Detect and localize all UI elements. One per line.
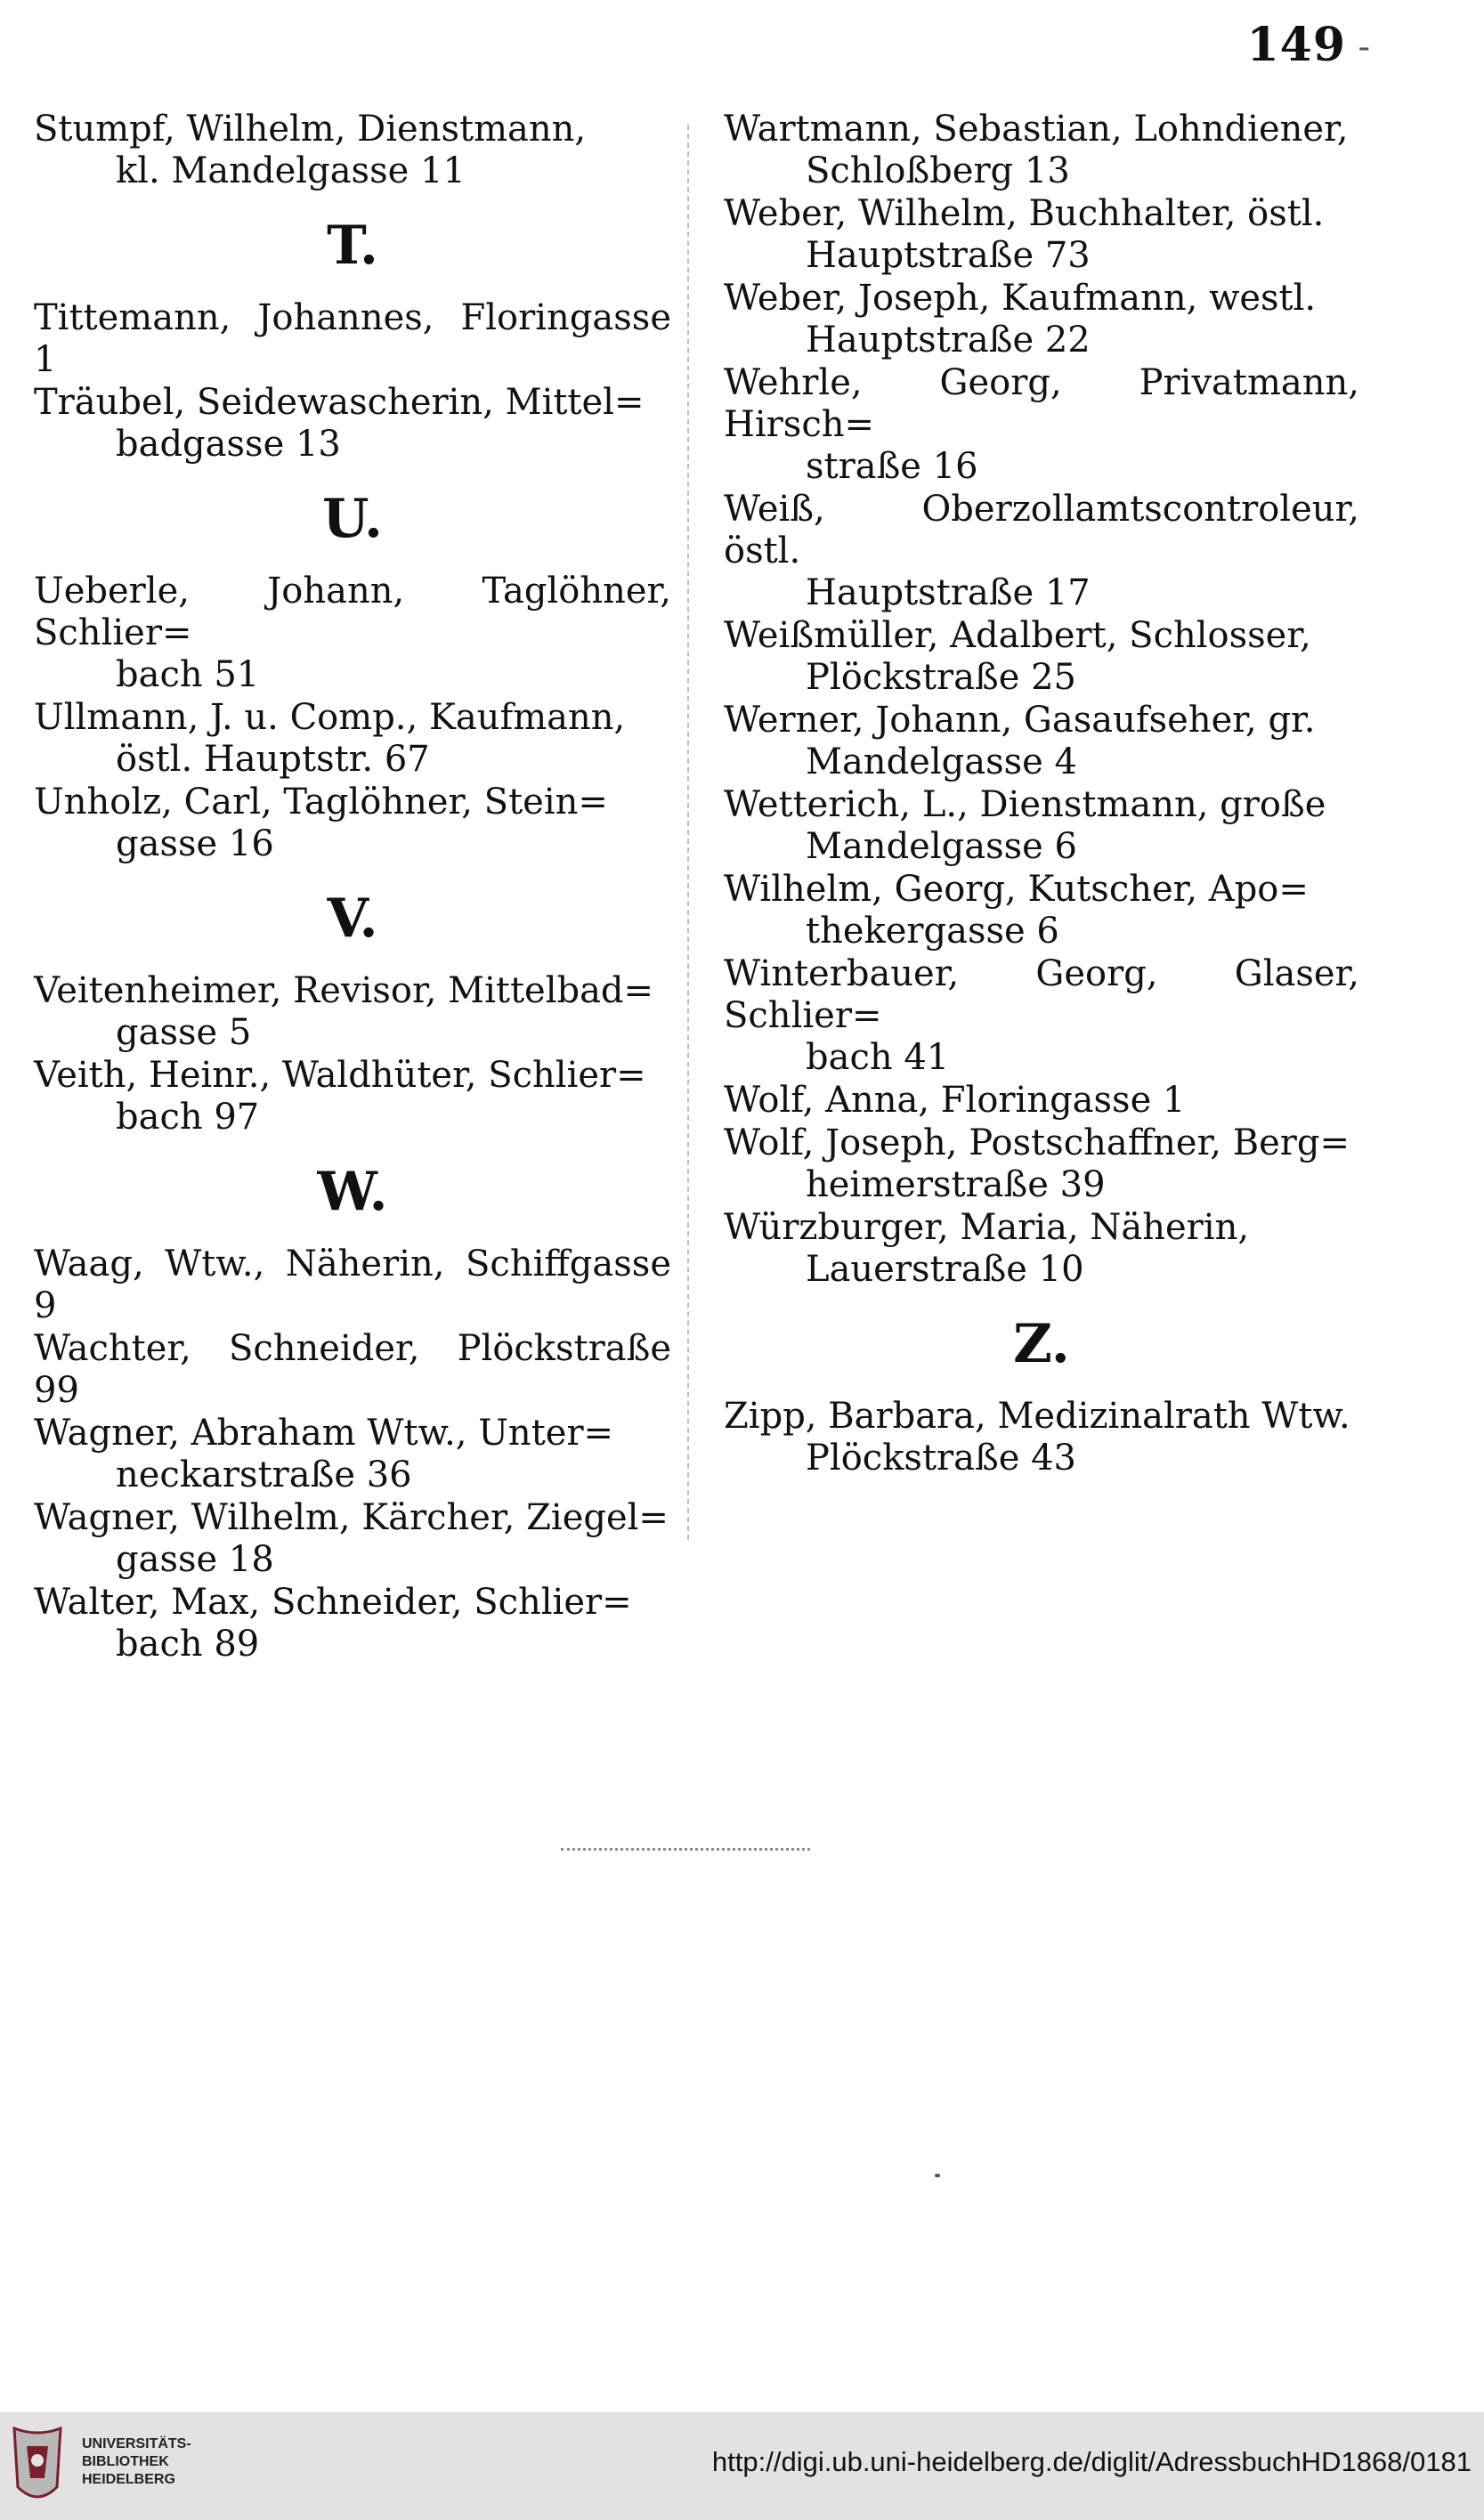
entry-name-line: Wehrle, Georg, Privatmann, Hirsch= [724,362,1359,445]
entry-address-line: Schloßberg 13 [806,150,1070,191]
directory-entry [724,784,1359,868]
entry-address-line: bach 41 [806,1037,950,1078]
entry-name-line: Waag, Wtw., Näherin, Schiffgasse 9 [34,1244,671,1326]
entry-address-line: Hauptstraße 22 [806,320,1091,361]
directory-entry [724,700,1359,783]
entry-address-line: Lauerstraße 10 [806,1249,1084,1290]
entry-name-line: Wagner, Abraham Wtw., Unter= [34,1413,614,1454]
page-number: 149 [1246,18,1346,72]
directory-entry [724,278,1359,361]
entry-address-line: bach 51 [116,654,260,695]
directory-entry [34,109,671,192]
entry-name-line: Veith, Heinr., Waldhüter, Schlier= [34,1055,646,1096]
section-letter: U. [322,488,383,550]
entry-name-line: Weißmüller, Adalbert, Schlosser, [724,615,1311,656]
directory-entry [724,109,1359,192]
entry-address-line: Hauptstraße 17 [806,572,1091,613]
directory-entry [724,362,1359,488]
entry-name-line: Ueberle, Johann, Taglöhner, Schlier= [34,571,671,653]
end-ornament-rule [561,1848,810,1851]
entry-name-line: Walter, Max, Schneider, Schlier= [34,1582,632,1623]
directory-entry [724,953,1359,1079]
directory-entry [34,1582,671,1665]
entry-address-line: gasse 16 [116,823,274,864]
entry-address-line: heimerstraße 39 [806,1164,1106,1205]
directory-entry [34,782,671,865]
directory-entry [724,869,1359,952]
directory-entry [34,382,671,466]
footer-bar [0,2412,1484,2520]
entry-address-line: gasse 18 [116,1539,274,1580]
entry-name-line: Weber, Joseph, Kaufmann, westl. [724,278,1317,319]
entry-address-line: östl. Hauptstr. 67 [116,739,430,780]
entry-address-line: gasse 5 [116,1012,252,1053]
directory-entry [724,1396,1359,1479]
directory-entry [34,1497,671,1581]
library-line-1: UNIVERSITÄTS- [82,2436,191,2451]
entry-name-line: Stumpf, Wilhelm, Dienstmann, [34,109,587,150]
directory-entry [724,489,1359,614]
heidelberg-university-seal-icon [9,2425,66,2507]
directory-entry [724,193,1359,277]
entry-address-line: bach 97 [116,1097,260,1138]
entry-name-line: Wilhelm, Georg, Kutscher, Apo= [724,869,1309,910]
directory-entry [34,297,671,381]
entry-name-line: Werner, Johann, Gasaufseher, gr. [724,700,1316,741]
directory-entry [34,1328,671,1412]
entry-address-line: straße 16 [806,446,978,487]
entry-name-line: Weiß, Oberzollamtscontroleur, östl. [724,489,1359,571]
directory-entry [724,615,1359,699]
entry-name-line: Träubel, Seidewascherin, Mittel= [34,382,645,423]
section-letter: T. [327,215,378,277]
entry-name-line: Veitenheimer, Revisor, Mittelbad= [34,970,654,1011]
source-url[interactable]: http://digi.ub.uni-heidelberg.de/diglit/AdressbuchHD1868/0181 [711,2446,1472,2477]
entry-name-line: Wolf, Anna, Floringasse 1 [724,1080,1186,1121]
entry-name-line: Wachter, Schneider, Plöckstraße 99 [34,1328,671,1411]
entry-name-line: Tittemann, Johannes, Floringasse 1 [34,297,671,380]
entry-address-line: kl. Mandelgasse 11 [116,150,466,191]
entry-address-line: badgasse 13 [116,424,341,465]
directory-entry [724,1207,1359,1291]
directory-entry [34,697,671,781]
entry-name-line: Ullmann, J. u. Comp., Kaufmann, [34,697,626,738]
section-letter: W. [317,1161,388,1223]
entry-address-line: Plöckstraße 25 [806,657,1077,698]
entry-name-line: Wagner, Wilhelm, Kärcher, Ziegel= [34,1497,669,1538]
directory-entry [34,571,671,696]
entry-name-line: Winterbauer, Georg, Glaser, Schlier= [724,953,1359,1036]
entry-address-line: thekergasse 6 [806,911,1059,952]
directory-entry [34,1055,671,1138]
entry-name-line: Wolf, Joseph, Postschaffner, Berg= [724,1122,1350,1163]
entry-name-line: Weber, Wilhelm, Buchhalter, östl. [724,193,1325,234]
paper-speck [935,2174,940,2177]
directory-entry [724,1080,1359,1122]
column-divider [687,125,689,1540]
entry-address-line: Mandelgasse 6 [806,826,1077,867]
section-letter: V. [327,887,378,950]
left-column [34,109,671,1666]
directory-entry [724,1122,1359,1206]
directory-entry [34,970,671,1054]
page-number-dash: - [1358,27,1370,68]
entry-address-line: neckarstraße 36 [116,1454,412,1495]
entry-address-line: Plöckstraße 43 [806,1438,1077,1479]
library-line-2: BIBLIOTHEK [82,2454,169,2469]
entry-name-line: Wartmann, Sebastian, Lohndiener, [724,109,1349,150]
entry-name-line: Zipp, Barbara, Medizinalrath Wtw. [724,1396,1350,1437]
library-name [82,2435,191,2489]
entry-name-line: Wetterich, L., Dienstmann, große [724,784,1326,825]
right-column [724,109,1359,1480]
entry-name-line: Unholz, Carl, Taglöhner, Stein= [34,782,608,822]
directory-entry [34,1413,671,1496]
library-line-3: HEIDELBERG [82,2472,175,2487]
directory-entry [34,1244,671,1327]
entry-address-line: Mandelgasse 4 [806,741,1077,782]
section-letter: Z. [1013,1313,1070,1375]
entry-address-line: bach 89 [116,1624,260,1665]
entry-name-line: Würzburger, Maria, Näherin, [724,1207,1250,1248]
entry-address-line: Hauptstraße 73 [806,235,1091,276]
